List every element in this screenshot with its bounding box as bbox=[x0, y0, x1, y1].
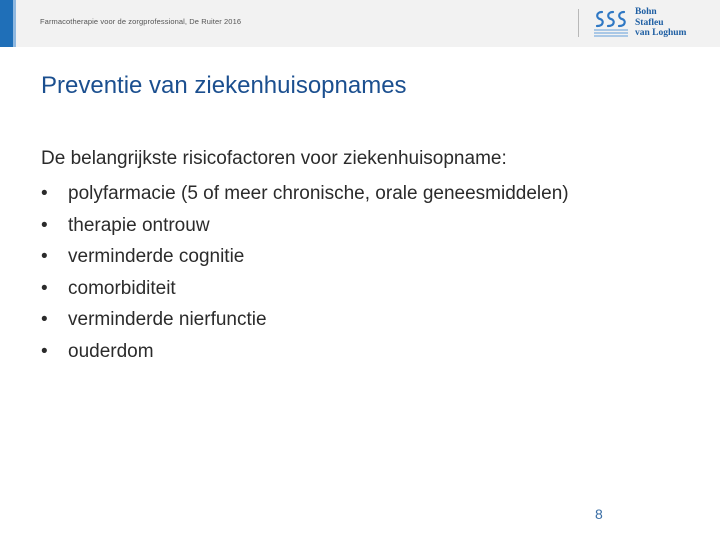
publisher-logo-text bbox=[635, 7, 686, 39]
header-band bbox=[0, 0, 720, 47]
accent-bar bbox=[0, 0, 13, 47]
bullet-icon: • bbox=[41, 246, 48, 267]
header-divider bbox=[578, 9, 579, 37]
sss-logo-icon bbox=[592, 8, 630, 38]
header-caption: Farmacotherapie voor de zorgprofessional, De Ruiter 2016 bbox=[40, 17, 242, 26]
bullet-icon: • bbox=[41, 277, 48, 299]
list-item bbox=[41, 336, 569, 368]
list-item-text: comorbiditeit bbox=[68, 277, 176, 299]
accent-bar-highlight bbox=[13, 0, 16, 47]
list-item-text: verminderde cognitie bbox=[68, 246, 245, 267]
bullet-icon: • bbox=[41, 183, 48, 204]
logo-line-3: van Loghum bbox=[635, 28, 687, 38]
bullet-icon: • bbox=[41, 214, 48, 236]
list-item bbox=[41, 304, 569, 336]
page-number: 8 bbox=[595, 506, 603, 522]
logo-line-1: Bohn bbox=[635, 7, 657, 17]
list-item bbox=[41, 273, 569, 305]
risk-factor-list bbox=[41, 178, 569, 367]
list-item-text: ouderdom bbox=[68, 340, 154, 362]
list-item-text: therapie ontrouw bbox=[68, 214, 210, 236]
list-item bbox=[41, 210, 569, 242]
list-item bbox=[41, 241, 569, 273]
list-item-text: verminderde nierfunctie bbox=[68, 309, 267, 330]
bullet-icon: • bbox=[41, 309, 48, 330]
list-item-text: polyfarmacie (5 of meer chronische, orale geneesmiddelen) bbox=[68, 183, 569, 204]
list-item bbox=[41, 178, 569, 210]
logo-line-2: Stafleu bbox=[635, 17, 664, 28]
bullet-icon: • bbox=[41, 340, 48, 362]
intro-text: De belangrijkste risicofactoren voor ziekenhuisopname: bbox=[41, 148, 507, 169]
slide-title: Preventie van ziekenhuisopnames bbox=[41, 72, 407, 99]
